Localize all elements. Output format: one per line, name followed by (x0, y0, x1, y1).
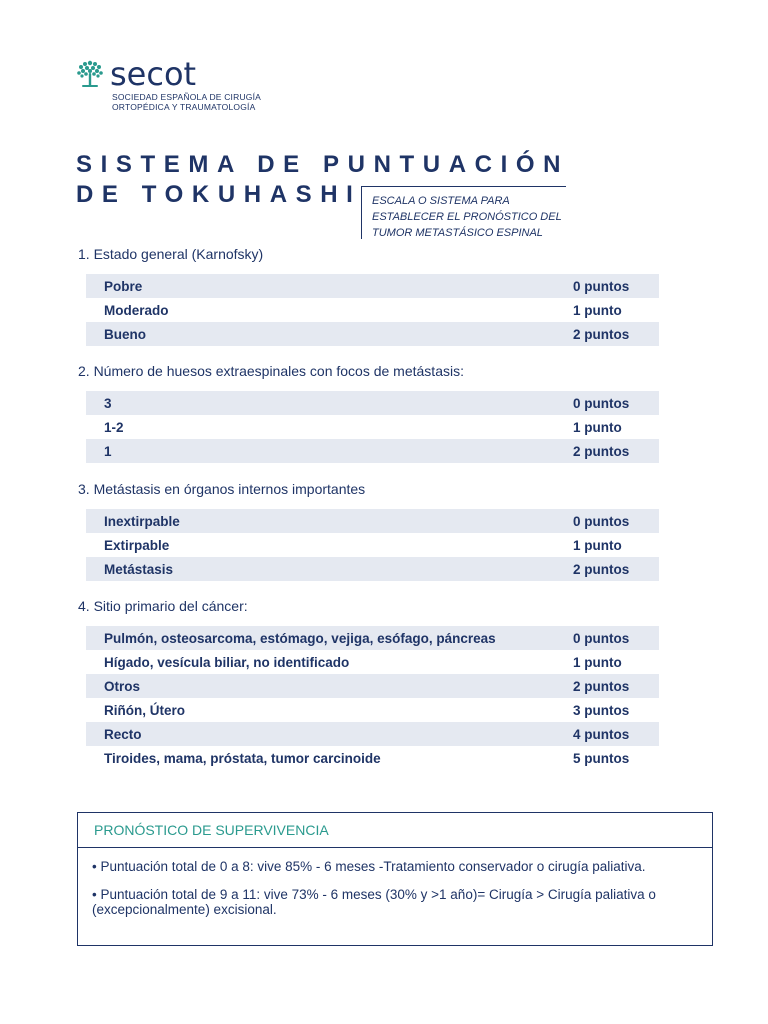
table-estado-general (86, 274, 659, 346)
row-points: 0 puntos (573, 630, 630, 646)
row-points: 2 puntos (573, 678, 630, 694)
table-row (86, 415, 659, 439)
row-points: 4 puntos (573, 726, 630, 742)
table-huesos (86, 391, 659, 463)
subtitle-line1: ESCALA O SISTEMA PARA (372, 195, 510, 207)
prognosis-item: • Puntuación total de 9 a 11: vive 73% - 6 meses (30% y >1 año)= Cirugía > Cirugía paliativa o (excepcionalmente) excisional. (92, 887, 656, 917)
row-points: 1 punto (573, 419, 622, 435)
row-points: 2 puntos (573, 561, 630, 577)
logo-wordmark: secot (110, 55, 197, 93)
prognosis-heading: PRONÓSTICO DE SUPERVIVENCIA (78, 813, 712, 848)
table-row (86, 298, 659, 322)
prognosis-box (77, 812, 713, 946)
page-subtitle (372, 193, 562, 241)
row-points: 2 puntos (573, 443, 630, 459)
row-item: Bueno (104, 326, 146, 342)
table-organos (86, 509, 659, 581)
table-row (86, 439, 659, 463)
tree-icon (74, 58, 106, 90)
row-points: 0 puntos (573, 513, 630, 529)
row-item: Inextirpable (104, 513, 180, 529)
row-points: 1 punto (573, 302, 622, 318)
row-item: Metástasis (104, 561, 174, 577)
page-title-line2: DE TOKUHASHI (76, 181, 362, 208)
table-row (86, 391, 659, 415)
table-row (86, 698, 659, 722)
table-row (86, 626, 659, 650)
section-label-huesos: 2. Número de huesos extraespinales con focos de metástasis: (78, 363, 464, 379)
prognosis-item: • Puntuación total de 0 a 8: vive 85% - 6 meses -Tratamiento conservador o cirugía paliativa. (92, 859, 646, 874)
subtitle-line3: TUMOR METASTÁSICO ESPINAL (372, 227, 543, 239)
table-row (86, 509, 659, 533)
logo-subtitle-line2: ORTOPÉDICA Y TRAUMATOLOGÍA (112, 102, 256, 112)
prognosis-body (78, 848, 712, 917)
secot-logo (74, 55, 262, 114)
row-item: Extirpable (104, 537, 170, 553)
row-points: 0 puntos (573, 395, 630, 411)
logo-subtitle (112, 92, 261, 112)
section-label-organos: 3. Metástasis en órganos internos importantes (78, 481, 366, 497)
row-item: 3 (104, 395, 112, 411)
row-points: 2 puntos (573, 326, 630, 342)
page-title-line1: SISTEMA DE PUNTUACIÓN (76, 151, 570, 178)
row-item: Otros (104, 678, 141, 694)
table-sitio-primario (86, 626, 659, 770)
table-row (86, 722, 659, 746)
row-item: Hígado, vesícula biliar, no identificado (104, 654, 350, 670)
table-row (86, 557, 659, 581)
subtitle-line2: ESTABLECER EL PRONÓSTICO DEL (372, 211, 562, 223)
logo-subtitle-line1: SOCIEDAD ESPAÑOLA DE CIRUGÍA (112, 92, 262, 102)
section-label-estado-general: 1. Estado general (Karnofsky) (78, 246, 264, 262)
row-item: Recto (104, 726, 142, 742)
row-points: 0 puntos (573, 278, 630, 294)
row-points: 1 punto (573, 537, 622, 553)
row-item: 1 (104, 443, 112, 459)
section-label-sitio-primario: 4. Sitio primario del cáncer: (78, 598, 248, 614)
table-row (86, 274, 659, 298)
table-row (86, 533, 659, 557)
row-points: 5 puntos (573, 750, 630, 766)
table-row (86, 650, 659, 674)
row-points: 3 puntos (573, 702, 630, 718)
row-item: Pobre (104, 278, 143, 294)
row-item: 1-2 (104, 419, 124, 435)
table-row (86, 674, 659, 698)
row-item: Moderado (104, 302, 169, 318)
row-points: 1 punto (573, 654, 622, 670)
row-item: Tiroides, mama, próstata, tumor carcinoide (104, 750, 381, 766)
table-row (86, 322, 659, 346)
row-item: Riñón, Útero (104, 702, 185, 718)
table-row (86, 746, 659, 770)
row-item: Pulmón, osteosarcoma, estómago, vejiga, esófago, páncreas (104, 630, 496, 646)
